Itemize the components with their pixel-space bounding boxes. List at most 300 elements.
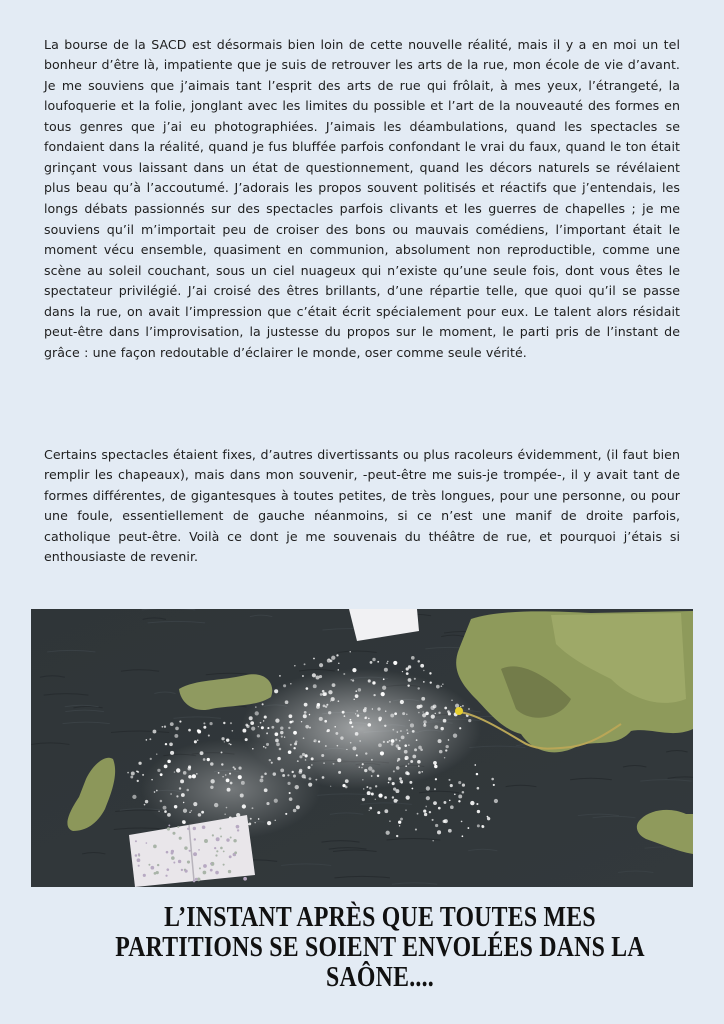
sparkle	[367, 791, 371, 795]
sparkle	[384, 668, 388, 672]
sparkle	[323, 692, 327, 696]
sparkle	[291, 720, 293, 722]
sparkle	[287, 774, 289, 776]
sparkle	[210, 762, 214, 766]
folder-print-dot	[243, 877, 247, 881]
sparkle	[476, 773, 478, 775]
sparkle	[420, 664, 424, 668]
folder-print-dot	[237, 829, 239, 831]
sparkle	[405, 809, 407, 811]
sparkle	[197, 739, 199, 741]
sparkle	[371, 775, 373, 777]
folder-print-dot	[216, 850, 218, 852]
sparkle	[394, 712, 397, 715]
sparkle	[355, 690, 357, 692]
sparkle	[305, 759, 307, 761]
folder-print-dot	[156, 871, 159, 874]
sparkle	[289, 714, 293, 718]
sparkle	[242, 729, 246, 733]
folder-print-dot	[210, 863, 212, 865]
sparkle	[415, 828, 417, 830]
sparkle	[365, 752, 367, 754]
folder-print-dot	[195, 878, 198, 881]
sparkle	[338, 669, 340, 671]
sparkle	[163, 806, 167, 810]
sparkle	[305, 754, 308, 757]
folder-print-dot	[234, 851, 237, 854]
sparkle	[387, 741, 389, 743]
sparkle	[275, 732, 279, 736]
sparkle	[423, 720, 426, 723]
sparkle	[409, 720, 410, 721]
sparkle	[406, 729, 408, 731]
sparkle	[442, 684, 443, 685]
sparkle	[255, 706, 256, 707]
sparkle	[158, 811, 159, 812]
folder-print-dot	[223, 851, 225, 853]
sparkle	[311, 757, 314, 760]
sparkle	[208, 734, 210, 736]
sparkle	[273, 772, 276, 775]
sparkle	[144, 804, 146, 806]
sparkle	[151, 779, 153, 781]
sparkle	[355, 732, 359, 736]
sparkle	[328, 690, 332, 694]
sparkle	[229, 773, 231, 775]
sparkle	[224, 814, 225, 815]
sparkle	[406, 672, 409, 675]
sparkle	[164, 810, 167, 813]
sparkle	[450, 784, 453, 787]
folder-print-dot	[171, 852, 174, 855]
sparkle	[344, 715, 346, 717]
sparkle	[266, 743, 269, 746]
sparkle	[414, 748, 417, 751]
sparkle	[203, 722, 205, 724]
sparkle	[383, 741, 385, 743]
folder-print-dot	[167, 827, 170, 830]
sparkle	[378, 793, 382, 797]
sparkle	[481, 825, 483, 827]
sparkle	[448, 739, 450, 741]
sparkle	[189, 767, 191, 769]
sparkle	[323, 762, 324, 763]
sparkle	[294, 742, 297, 745]
sparkle	[275, 739, 279, 743]
sparkle	[444, 707, 447, 710]
folder-print-dot	[168, 824, 170, 826]
sparkle	[331, 656, 335, 660]
sparkle	[474, 764, 476, 766]
sparkle	[425, 806, 427, 808]
sparkle	[411, 656, 415, 660]
sparkle	[149, 738, 151, 740]
sparkle	[293, 774, 296, 777]
sparkle	[433, 704, 437, 708]
sparkle	[381, 692, 385, 696]
sparkle	[263, 746, 265, 748]
sparkle	[405, 756, 409, 760]
sparkle	[194, 740, 197, 743]
sparkle	[238, 766, 241, 769]
sparkle	[160, 800, 163, 803]
article-paragraph-1: La bourse de la SACD est désormais bien loin de cette nouvelle réalité, mais il y a en moi un tel bonheur d’être là, impatiente que je suis de retrouver les arts de la rue, mon école de vie d’avant. Je me souviens que j’aimais tant l’esprit des arts de rue qui frôlait, à mes yeux, l’étrangeté, la loufoquerie et la folie, jonglant avec les limites du possible et l’art de la nouveauté des formes en tous genres que j’ai eu photographiées. J’aimais les déambulations, quand les spectacles se fondaient dans la réalité, quand je fus bluffée parfois confondant le vrai du faux, quand le ton était grinçant vous laissant dans un état de questionnement, quand les décors naturels se révélaient plus beau qu’à l’accoutumé. J’adorais les propos souvent politisés et réactifs que j’entendais, les longs débats passionnés sur des spectacles parfois clivants et les guerres de chapelles ; je me souviens qu’il m’importait peu de croiser des bons ou mauvais comédiens, l’important était le moment vécu ensemble, quasiment en communion, absolument non reproductible, comme une scène au soleil couchant, sous un ciel nuageux qui n’existe qu’une seule fois, dont vous êtes le spectateur privilégié. J’ai croisé des êtres brillants, d’une répartie telle, que quoi qu’il se passe dans la rue, on avait l’impression que c’était écrit spécialement pour eux. Le talent alors résidait peut-être dans l’improvisation, la justesse du propos sur le moment, le parti pris de l’instant de grâce : une façon redoutable d’éclairer le monde, oser comme seule vérité.	[44, 36, 680, 360]
sparkle	[396, 766, 400, 770]
sparkle	[165, 743, 167, 745]
folder-print-dot	[178, 860, 181, 863]
sparkle	[395, 739, 397, 741]
folder-print-dot	[203, 871, 207, 875]
folder-print-dot	[135, 840, 137, 842]
sparkle	[491, 778, 494, 781]
sparkle	[266, 802, 269, 805]
folder-print-dot	[203, 864, 207, 868]
folder-print-dot	[135, 854, 137, 856]
sparkle	[406, 667, 409, 670]
sparkle	[280, 731, 283, 734]
sparkle	[423, 670, 424, 671]
sparkle	[421, 771, 423, 773]
sparkle	[257, 734, 260, 737]
sparkle	[414, 678, 416, 680]
sparkle	[422, 711, 423, 712]
sparkle	[223, 722, 225, 724]
sparkle	[460, 706, 461, 707]
photo-caption-heading	[101, 902, 659, 992]
sparkle	[392, 729, 394, 731]
sparkle	[302, 675, 304, 677]
sparkle	[203, 726, 206, 729]
sparkle	[196, 773, 198, 775]
sparkle	[398, 821, 401, 824]
sparkle	[127, 772, 129, 774]
sparkle	[366, 786, 368, 788]
folder-print-dot	[193, 880, 196, 883]
sparkle	[388, 782, 390, 784]
sparkle	[249, 716, 253, 720]
sparkle	[429, 811, 431, 813]
sparkle	[266, 732, 268, 734]
sparkle	[416, 739, 418, 741]
sparkle	[338, 663, 339, 664]
sparkle	[326, 704, 328, 706]
sparkle	[437, 830, 441, 834]
folder-print-dot	[173, 862, 175, 864]
folder-print-dot	[236, 825, 240, 829]
sparkle	[391, 743, 394, 746]
sparkle	[380, 751, 384, 755]
sparkle	[137, 771, 139, 773]
sparkle	[400, 730, 402, 732]
sparkle	[269, 759, 271, 761]
sparkle	[150, 758, 152, 760]
sparkle	[408, 678, 412, 682]
sparkle	[384, 725, 386, 727]
sparkle	[175, 727, 179, 731]
folder-print-dot	[228, 870, 231, 873]
sparkle	[421, 697, 425, 701]
sparkle	[262, 703, 264, 705]
river-photo	[31, 609, 693, 887]
folder-print-dot	[137, 858, 141, 862]
folder-print-dot	[229, 855, 232, 858]
sparkle	[351, 726, 353, 728]
sparkle	[289, 792, 291, 794]
folder-print-dot	[216, 837, 220, 841]
sparkle	[250, 721, 254, 725]
sparkle	[154, 791, 156, 793]
sparkle	[400, 818, 403, 821]
folder-print-dot	[181, 869, 183, 871]
sparkle	[407, 732, 409, 734]
sparkle	[400, 700, 404, 704]
sparkle	[393, 770, 395, 772]
sparkle	[197, 730, 201, 734]
sparkle	[258, 726, 259, 727]
sparkle	[435, 824, 438, 827]
sparkle	[443, 719, 447, 723]
sparkle	[176, 768, 180, 772]
sparkle	[296, 805, 300, 809]
sparkle	[352, 679, 354, 681]
sparkle	[432, 840, 433, 841]
sparkle	[337, 758, 341, 762]
caption-line-3: SAÔNE....	[326, 961, 434, 993]
sparkle	[443, 820, 446, 823]
sparkle	[293, 731, 297, 735]
sparkle	[389, 820, 391, 822]
sparkle	[251, 727, 255, 731]
sparkle	[315, 779, 317, 781]
sparkle	[170, 722, 174, 726]
sparkle	[377, 775, 379, 777]
folder-print-dot	[220, 847, 223, 850]
sparkle	[371, 793, 374, 796]
sparkle	[351, 679, 352, 680]
sparkle	[169, 742, 173, 746]
sparkle	[188, 729, 191, 732]
sparkle	[191, 810, 193, 812]
sparkle	[167, 760, 171, 764]
sparkle	[384, 796, 387, 799]
sparkle	[372, 708, 373, 709]
sparkle	[444, 801, 447, 804]
sparkle	[375, 785, 377, 787]
sparkle	[477, 824, 480, 827]
sparkle	[221, 751, 223, 753]
sparkle	[412, 755, 416, 759]
sparkle	[265, 747, 267, 749]
sparkle	[264, 788, 268, 792]
sparkle	[308, 766, 311, 769]
sparkle	[238, 775, 242, 779]
sparkle	[477, 810, 480, 813]
sparkle	[324, 720, 327, 723]
sparkle	[290, 744, 292, 746]
sparkle	[230, 744, 232, 746]
sparkle	[358, 688, 361, 691]
sparkle	[458, 800, 460, 802]
sparkle	[378, 743, 382, 747]
sparkle	[410, 723, 414, 727]
sparkle	[363, 709, 367, 713]
sparkle	[274, 689, 278, 693]
sparkle	[418, 771, 421, 774]
sparkle	[350, 651, 351, 652]
sparkle	[367, 723, 371, 727]
sparkle	[222, 776, 223, 777]
sparkle	[404, 750, 408, 754]
sparkle	[264, 716, 267, 719]
sparkle	[201, 811, 204, 814]
sparkle	[383, 678, 385, 680]
sparkle	[359, 740, 360, 741]
sparkle	[327, 659, 331, 663]
sparkle	[359, 766, 360, 767]
river-photo-illustration	[31, 609, 693, 887]
sparkle	[402, 712, 405, 715]
sparkle	[392, 796, 394, 798]
sparkle	[226, 738, 229, 741]
sparkle	[467, 827, 469, 829]
sparkle	[160, 773, 163, 776]
sparkle	[252, 748, 254, 750]
sparkle	[409, 781, 412, 784]
folder-print-dot	[233, 839, 236, 842]
folder-print-dot	[230, 837, 232, 839]
sparkle	[385, 711, 386, 712]
sparkle	[352, 668, 356, 672]
sparkle	[331, 697, 335, 701]
sparkle	[164, 726, 166, 728]
sparkle	[293, 809, 297, 813]
sparkle	[338, 700, 340, 702]
folder-print-dot	[187, 828, 189, 830]
sparkle	[233, 766, 235, 768]
folder-print-dot	[148, 864, 150, 866]
sparkle	[423, 681, 425, 683]
sparkle	[454, 793, 456, 795]
sparkle	[304, 703, 308, 707]
sparkle	[337, 745, 339, 747]
sparkle	[287, 782, 290, 785]
sparkle	[340, 736, 343, 739]
sparkle	[372, 770, 375, 773]
sparkle	[325, 706, 327, 708]
sparkle	[226, 807, 228, 809]
folder-print-dot	[138, 865, 140, 867]
sparkle	[487, 816, 489, 818]
sparkle	[392, 782, 395, 785]
sparkle	[494, 799, 498, 803]
sparkle	[423, 809, 426, 812]
sparkle	[435, 713, 436, 714]
sparkle	[388, 777, 391, 780]
sparkle	[404, 744, 407, 747]
sparkle	[386, 831, 390, 835]
sparkle	[227, 788, 231, 792]
sparkle	[224, 741, 225, 742]
sparkle	[364, 769, 367, 772]
sparkle	[393, 661, 397, 665]
folder-print-dot	[153, 845, 157, 849]
sparkle	[192, 774, 196, 778]
caption-line-1: L’INSTANT APRÈS QUE TOUTES MES	[164, 901, 596, 933]
sparkle	[230, 722, 232, 724]
sparkle	[180, 779, 184, 783]
sparkle	[250, 818, 252, 820]
folder-print-dot	[138, 853, 140, 855]
sparkle	[308, 783, 312, 787]
sparkle	[309, 777, 312, 780]
sparkle	[434, 764, 436, 766]
sparkle	[267, 727, 269, 729]
sparkle	[434, 725, 438, 729]
sparkle	[326, 730, 328, 732]
sparkle	[393, 788, 396, 791]
sparkle	[297, 760, 299, 762]
sparkle	[372, 681, 375, 684]
sparkle	[198, 813, 202, 817]
folder-print-dot	[198, 849, 200, 851]
sparkle	[305, 725, 309, 729]
folder-print-dot	[146, 842, 148, 844]
caption-line-2: PARTITIONS SE SOIENT ENVOLÉES DANS LA	[115, 931, 645, 963]
sparkle	[248, 822, 251, 825]
sparkle	[311, 764, 312, 765]
sparkle	[397, 731, 399, 733]
sparkle	[174, 805, 177, 808]
sparkle	[336, 654, 338, 656]
sparkle	[179, 787, 181, 789]
sparkle	[334, 726, 336, 728]
folder-print-dot	[171, 856, 175, 860]
sparkle	[418, 687, 420, 689]
sparkle	[264, 772, 267, 775]
sparkle	[422, 713, 426, 717]
sparkle	[299, 769, 302, 772]
sparkle	[188, 775, 192, 779]
sparkle	[450, 805, 454, 809]
sparkle	[368, 718, 370, 720]
sparkle	[412, 730, 415, 733]
sparkle	[372, 658, 375, 661]
sparkle	[419, 704, 422, 707]
sparkle	[285, 700, 289, 704]
folder-print-dot	[187, 860, 190, 863]
folder-print-dot	[184, 846, 187, 849]
folder-print-dot	[212, 834, 214, 836]
sparkle	[183, 809, 187, 813]
sparkle	[411, 788, 413, 790]
sparkle	[438, 739, 442, 743]
sparkle	[362, 798, 365, 801]
folder-print-dot	[143, 874, 146, 877]
sparkle	[369, 810, 370, 811]
folder-print-dot	[157, 864, 159, 866]
sparkle	[378, 717, 382, 721]
sparkle	[493, 784, 495, 786]
sparkle	[288, 727, 290, 729]
sparkle	[157, 769, 160, 772]
sparkle	[288, 750, 292, 754]
sparkle	[164, 764, 168, 768]
sparkle	[373, 694, 375, 696]
folder-print-dot	[214, 847, 216, 849]
sparkle	[448, 779, 450, 781]
sparkle	[396, 744, 399, 747]
sparkle	[131, 771, 135, 775]
